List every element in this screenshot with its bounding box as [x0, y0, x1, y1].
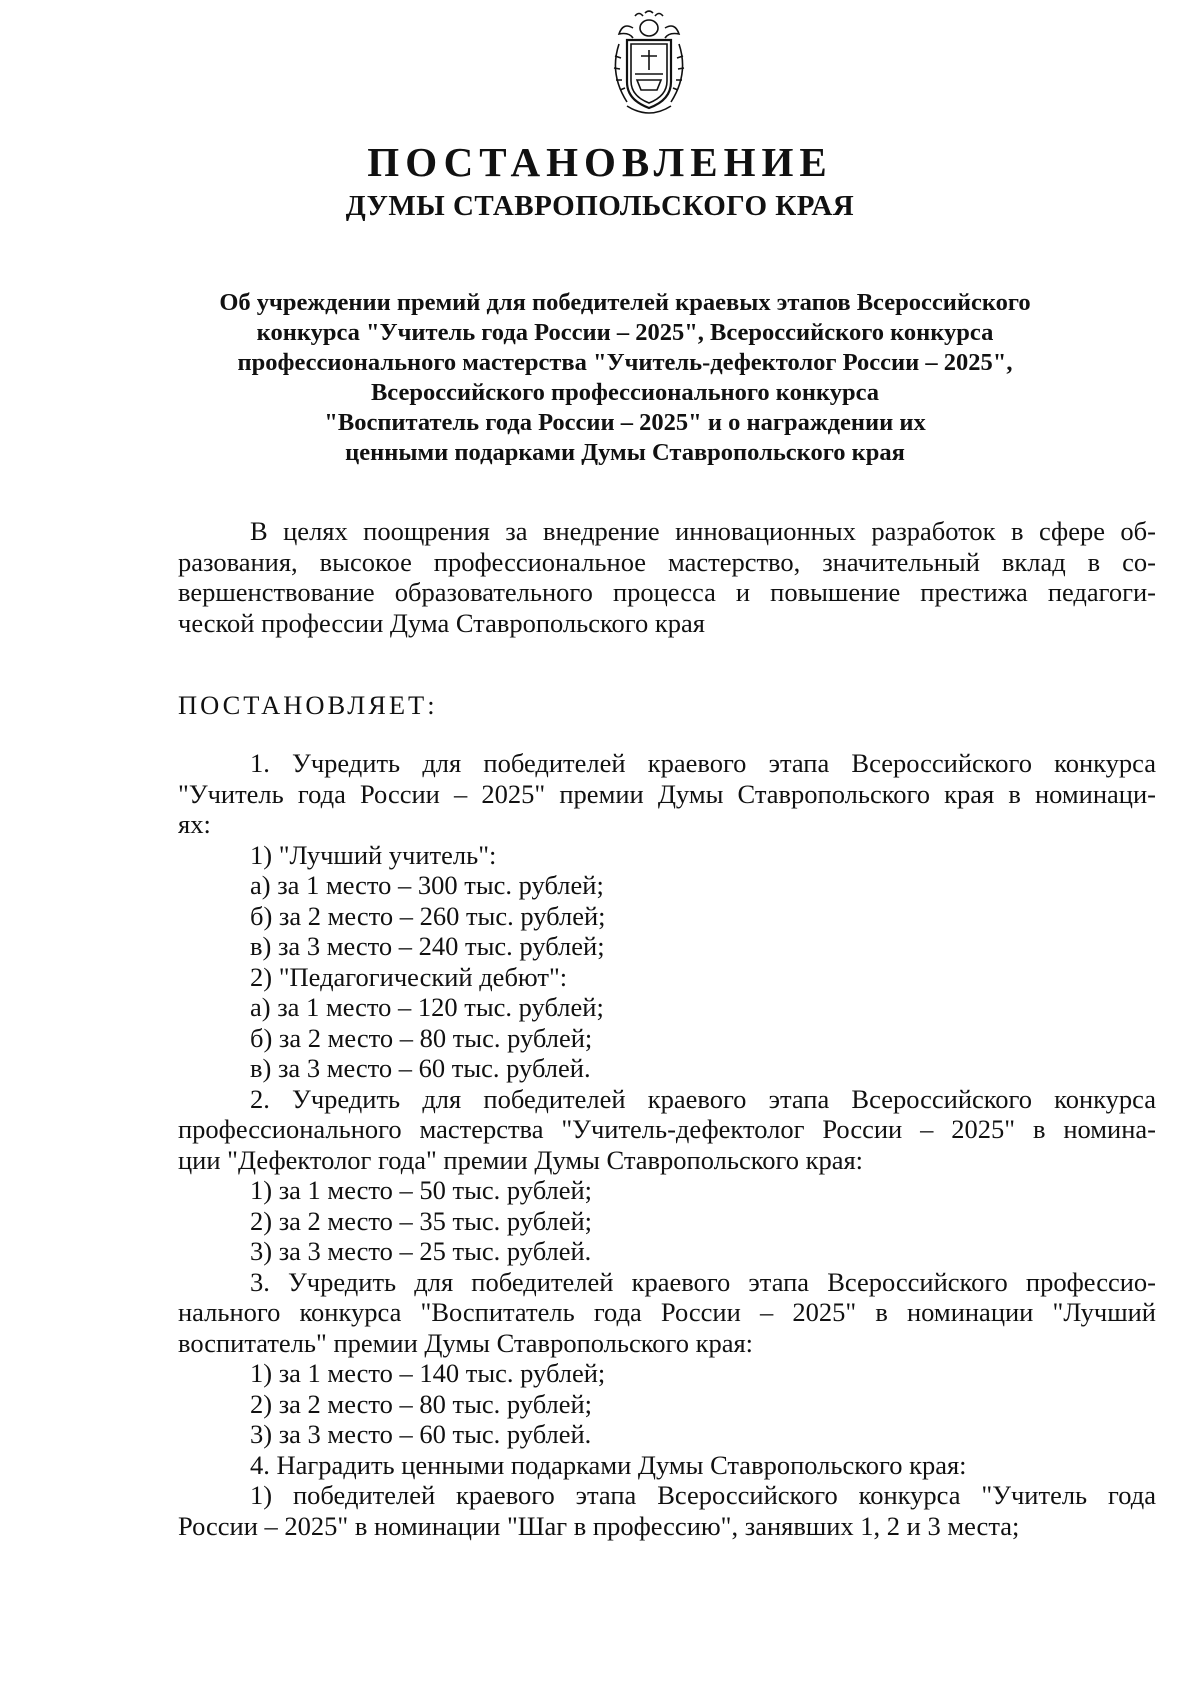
list-item: 1) за 1 место – 140 тыс. рублей; — [250, 1358, 606, 1388]
text-line: вершенствование образовательного процесса и повышение престижа педагоги- — [178, 577, 1156, 607]
paragraph-line: 1. Учредить для победителей краевого этапа Всероссийского конкурса — [250, 748, 1156, 778]
text-line: ческой профессии Дума Ставропольского края — [178, 607, 705, 638]
paragraph-line: 4. Наградить ценными подарками Думы Ставропольского края: — [250, 1449, 967, 1480]
document-title: ПОСТАНОВЛЕНИЕ — [367, 139, 833, 185]
issuing-authority: ДУМЫ СТАВРОПОЛЬСКОГО КРАЯ — [345, 190, 855, 222]
list-item: 1) за 1 место – 50 тыс. рублей; — [250, 1175, 593, 1205]
paragraph-line: воспитатель" премии Думы Ставропольского края: — [178, 1327, 754, 1358]
list-item: 3) за 3 место – 25 тыс. рублей. — [250, 1236, 592, 1266]
paragraph-line: России – 2025" в номинации "Шаг в профессию", занявших 1, 2 и 3 места; — [178, 1510, 1020, 1541]
list-item: 2) за 2 место – 35 тыс. рублей; — [250, 1205, 593, 1236]
resolution-body — [178, 748, 1156, 1541]
heading-line: профессионального мастерства "Учитель-дефектолог России – 2025", — [237, 349, 1013, 376]
text-line: разования, высокое профессиональное мастерство, значительный вклад в со- — [178, 546, 1156, 577]
list-item: б) за 2 место – 80 тыс. рублей; — [250, 1022, 593, 1053]
paragraph-line: "Учитель года России – 2025" премии Думы Ставропольского края в номинаци- — [178, 778, 1156, 809]
paragraph-line: 3. Учредить для победителей краевого этапа Всероссийского профессио- — [250, 1266, 1156, 1297]
paragraph-line: ции "Дефектолог года" премии Думы Ставропольского края: — [178, 1144, 864, 1175]
text-line: В целях поощрения за внедрение инновационных разработок в сфере об- — [250, 516, 1156, 546]
heading-line: ценными подарками Думы Ставропольского края — [345, 439, 905, 466]
resolution-heading — [175, 288, 1075, 468]
paragraph-line: 2. Учредить для победителей краевого этапа Всероссийского конкурса — [250, 1083, 1156, 1114]
list-item: а) за 1 место – 120 тыс. рублей; — [250, 992, 604, 1022]
paragraph-line: профессионального мастерства "Учитель-дефектолог России – 2025" в номина- — [178, 1114, 1156, 1144]
list-item: в) за 3 место – 60 тыс. рублей. — [250, 1053, 591, 1083]
paragraph-line: ях: — [178, 809, 211, 839]
preamble-paragraph — [178, 516, 1156, 638]
list-item: в) за 3 место – 240 тыс. рублей; — [250, 931, 605, 961]
list-item: б) за 2 место – 260 тыс. рублей; — [250, 900, 606, 931]
list-item: 1) "Лучший учитель": — [250, 839, 497, 870]
list-item: 3) за 3 место – 60 тыс. рублей. — [250, 1419, 592, 1449]
heading-line: конкурса "Учитель года России – 2025", Всероссийского конкурса — [256, 319, 994, 346]
paragraph-line: 1) победителей краевого этапа Всероссийского конкурса "Учитель года — [250, 1480, 1156, 1510]
list-item: 2) "Педагогический дебют": — [250, 961, 568, 992]
list-item: 2) за 2 место – 80 тыс. рублей; — [250, 1388, 593, 1419]
paragraph-line: нального конкурса "Воспитатель года России – 2025" в номинации "Лучший — [178, 1297, 1156, 1327]
resolves-keyword: ПОСТАНОВЛЯЕТ: — [178, 690, 438, 720]
heading-line: Об учреждении премий для победителей краевых этапов Всероссийского — [219, 289, 1031, 316]
heading-line: Всероссийского профессионального конкурса — [370, 379, 880, 406]
list-item: а) за 1 место – 300 тыс. рублей; — [250, 870, 604, 900]
heading-line: "Воспитатель года России – 2025" и о награждении их — [324, 409, 926, 436]
coat-of-arms-emblem — [605, 10, 693, 120]
